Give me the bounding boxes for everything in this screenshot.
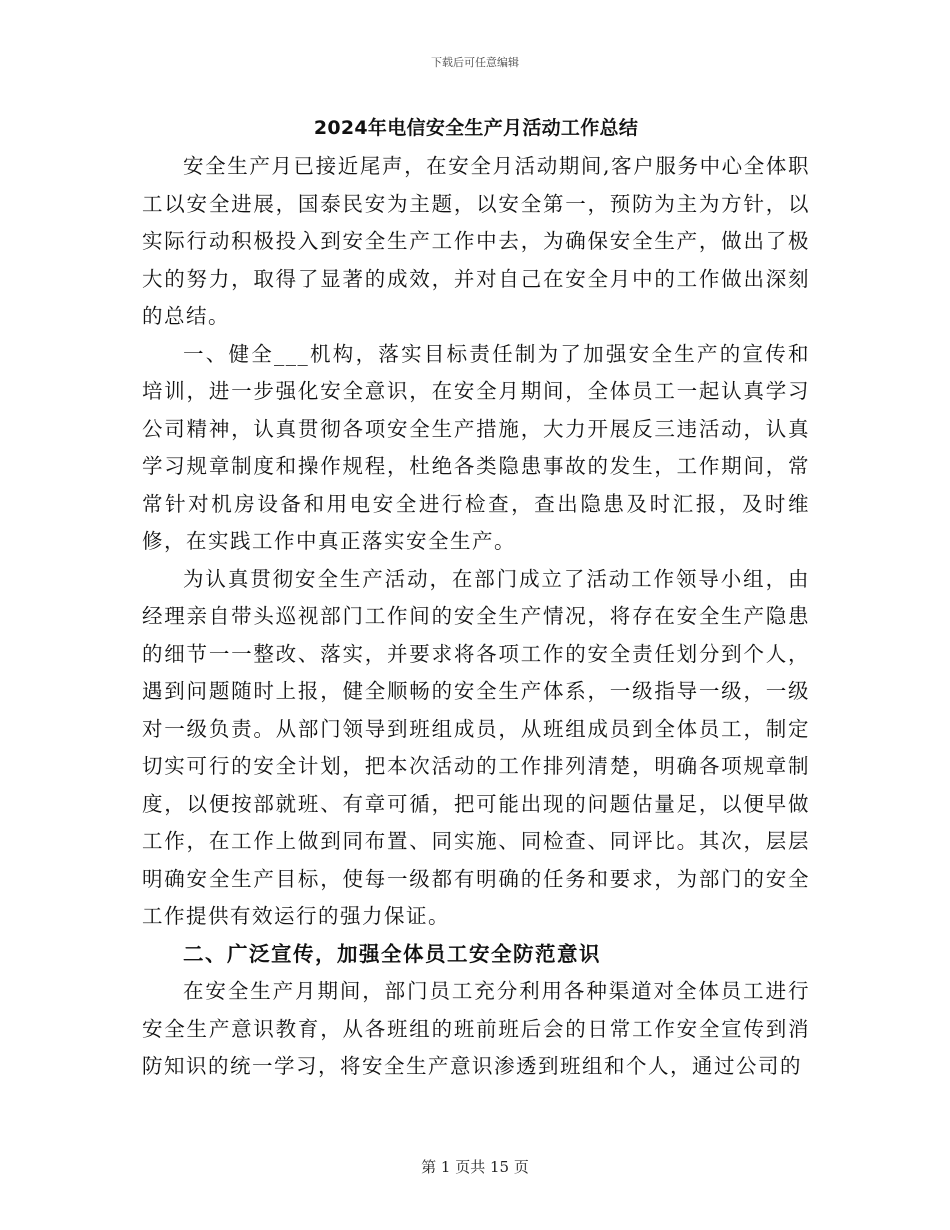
document-body [142,110,810,1086]
page-number: 第 1 页共 15 页 [421,1158,529,1176]
header-note: 下载后可任意编辑 [431,56,519,69]
section-heading-two: 二、广泛宣传，加强全体员工安全防范意识 [183,941,601,966]
paragraph-section-one: 一、健全___机构，落实目标责任制为了加强安全生产的宣传和培训，进一步强化安全意识，在安全月期间，全体员工一起认真学习公司精神，认真贯彻各项安全生产措施，大力开展反三违活动，认真学习规章制度和操作规程，杜绝各类隐患事故的发生，工作期间，常常针对机房设备和用电安全进行检查，查出隐患及时汇报，及时维修，在实践工作中真正落实安全生产。 [142,341,810,553]
paragraph-publicity: 在安全生产月期间，部门员工充分利用各种渠道对全体员工进行安全生产意识教育，从各班组的班前班后会的日常工作安全宣传到消防知识的统一学习，将安全生产意识渗透到班组和个人，通过公司的 [142,979,810,1078]
paragraph-leadership-group: 为认真贯彻安全生产活动，在部门成立了活动工作领导小组，由经理亲自带头巡视部门工作间的安全生产情况，将存在安全生产隐患的细节一一整改、落实，并要求将各项工作的安全责任划分到个人，遇到问题随时上报，健全顺畅的安全生产体系，一级指导一级，一级对一级负责。从部门领导到班组成员，从班组成员到全体员工，制定切实可行的安全计划，把本次活动的工作排列清楚，明确各项规章制度，以便按部就班、有章可循，把可能出现的问题估量足，以便早做工作，在工作上做到同布置、同实施、同检查、同评比。其次，层层明确安全生产目标，使每一级都有明确的任务和要求，为部门的安全工作提供有效运行的强力保证。 [142,566,810,928]
document-title: 2024年电信安全生产月活动工作总结 [313,117,639,139]
paragraph-intro: 安全生产月已接近尾声，在安全月活动期间,客户服务中心全体职工以安全进展，国泰民安为主题，以安全第一，预防为主为方针，以实际行动积极投入到安全生产工作中去，为确保安全生产，做出了极大的努力，取得了显著的成效，并对自己在安全月中的工作做出深刻的总结。 [142,154,810,328]
